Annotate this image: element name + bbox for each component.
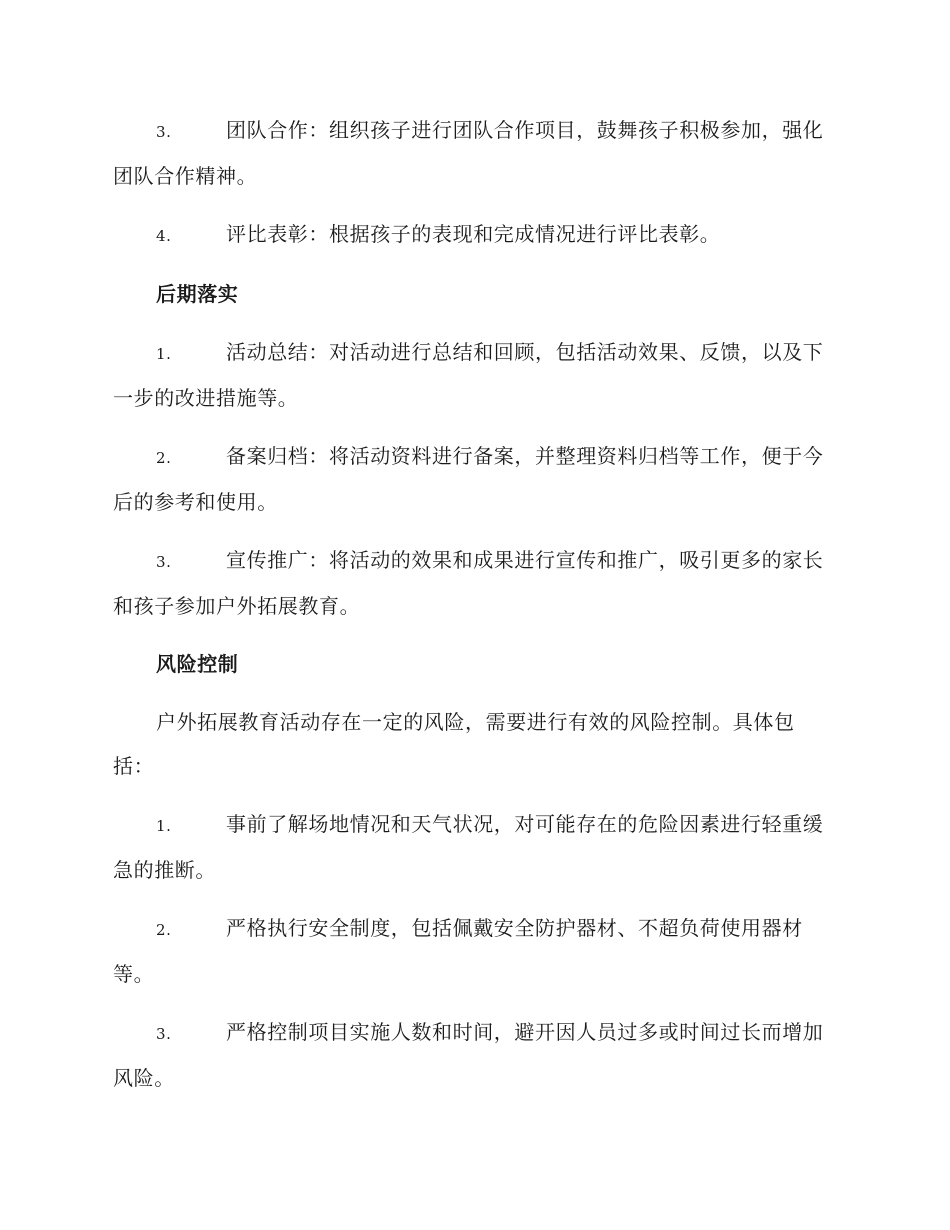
list-item-team-cooperation bbox=[113, 108, 835, 198]
list-item-text: 评比表彰：根据孩子的表现和完成情况进行评比表彰。 bbox=[226, 222, 721, 246]
list-number: 1. bbox=[156, 817, 172, 835]
list-number: 3. bbox=[156, 1025, 172, 1043]
list-item-text: 备案归档：将活动资料进行备案，并整理资料归档等工作，便于今后的参考和使用。 bbox=[113, 444, 824, 514]
list-item-text: 活动总结：对活动进行总结和回顾，包括活动效果、反馈，以及下一步的改进措施等。 bbox=[113, 340, 824, 410]
list-item-site-check bbox=[113, 802, 835, 892]
list-item-text: 宣传推广：将活动的效果和成果进行宣传和推广，吸引更多的家长和孩子参加户外拓展教育。 bbox=[113, 548, 824, 618]
list-number: 4. bbox=[156, 227, 172, 245]
list-item-headcount-control bbox=[113, 1010, 835, 1100]
list-item-promotion bbox=[113, 538, 835, 628]
list-item-text: 团队合作：组织孩子进行团队合作项目，鼓舞孩子积极参加，强化团队合作精神。 bbox=[113, 118, 824, 188]
list-item-text: 严格控制项目实施人数和时间，避开因人员过多或时间过长而增加风险。 bbox=[113, 1020, 824, 1090]
list-item-text: 事前了解场地情况和天气状况，对可能存在的危险因素进行轻重缓急的推断。 bbox=[113, 812, 824, 882]
section-heading-risk-control: 风险控制 bbox=[156, 652, 239, 676]
list-item-evaluation bbox=[113, 212, 835, 258]
section-heading-follow-up: 后期落实 bbox=[156, 282, 239, 306]
list-number: 2. bbox=[156, 921, 172, 939]
list-number: 2. bbox=[156, 449, 172, 467]
list-item-safety-rules bbox=[113, 906, 835, 996]
risk-intro-paragraph: 户外拓展教育活动存在一定的风险，需要进行有效的风险控制。具体包括： bbox=[113, 710, 795, 778]
list-number: 1. bbox=[156, 345, 172, 363]
list-item-archiving bbox=[113, 434, 835, 524]
list-number: 3. bbox=[156, 553, 172, 571]
list-number: 3. bbox=[156, 123, 172, 141]
list-item-summary bbox=[113, 330, 835, 420]
list-item-text: 严格执行安全制度，包括佩戴安全防护器材、不超负荷使用器材等。 bbox=[113, 916, 803, 986]
document-body bbox=[113, 108, 835, 1114]
